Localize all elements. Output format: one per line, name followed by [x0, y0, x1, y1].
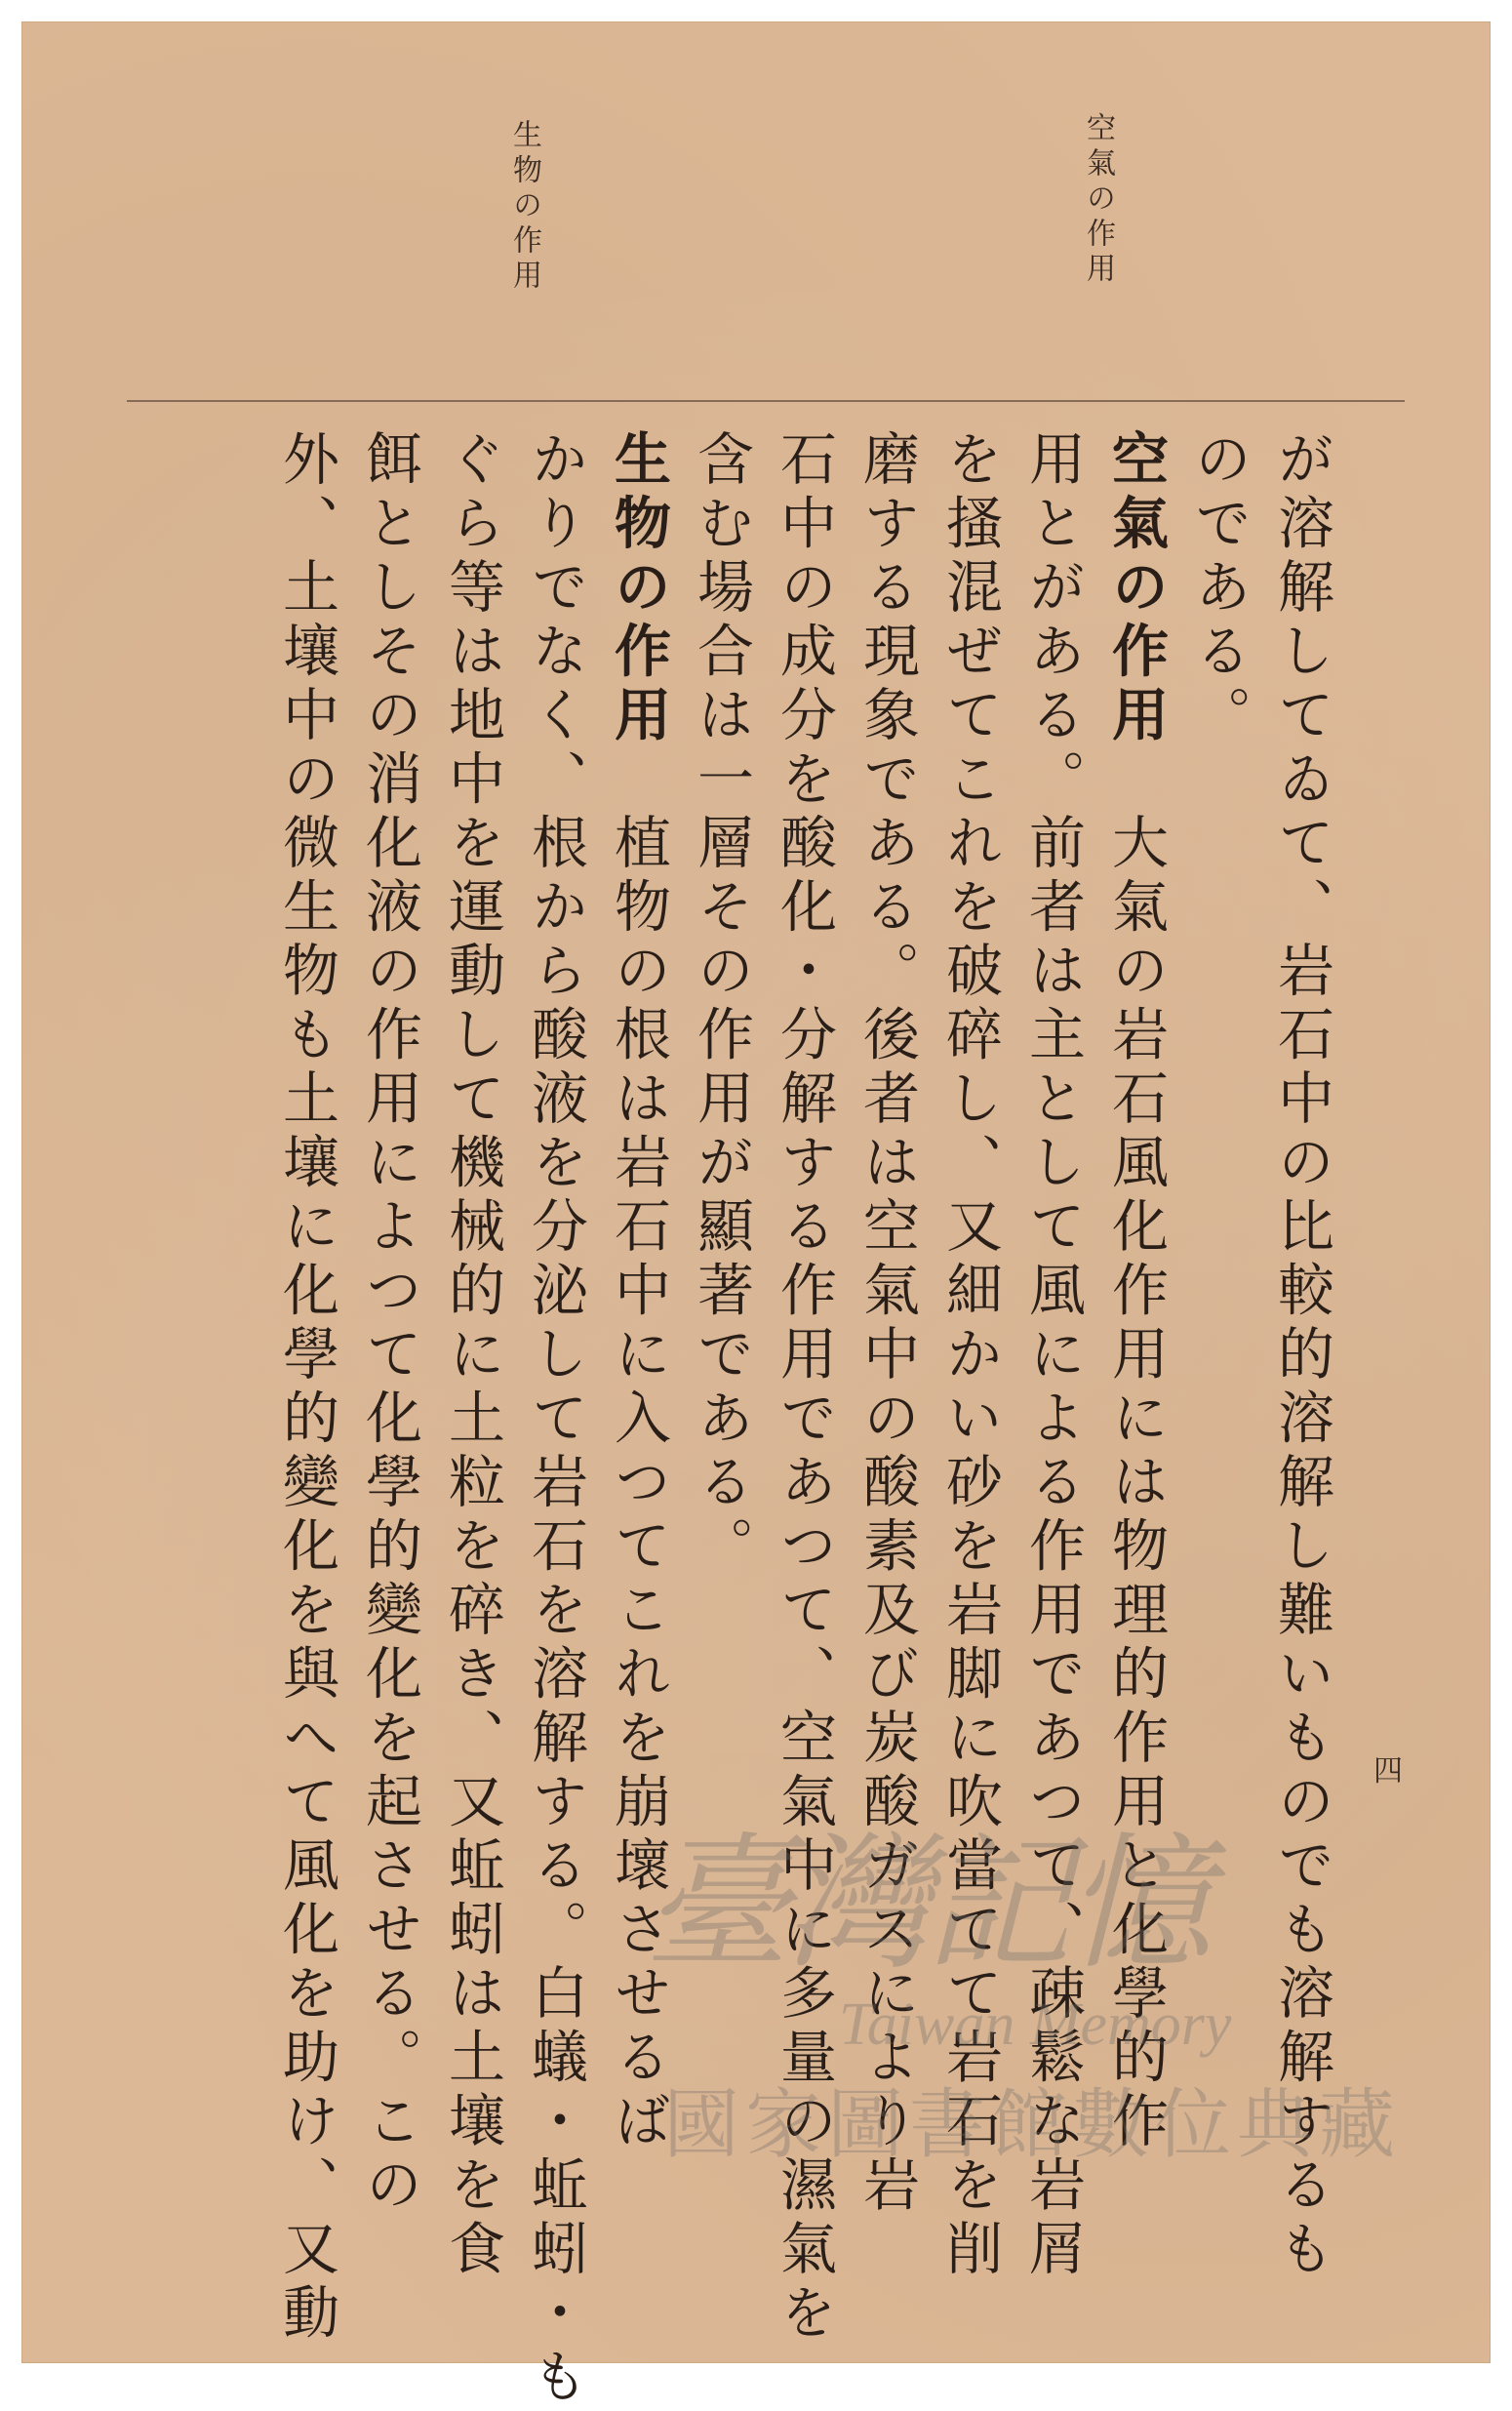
text-column-8: 含む場合は一層その作用が顯著である。: [688, 429, 754, 1580]
text-column-2: のである。: [1185, 429, 1252, 749]
text-column-7: 石中の成分を酸化・分解する作用であつて、空氣中に多量の濕氣を: [771, 429, 837, 2347]
text-column-10: かりでなく、根から酸液を分泌して岩石を溶解する。白蟻・蚯蚓・も: [522, 429, 588, 2411]
text-column-1: が溶解してゐて、岩石中の比較的溶解し難いものでも溶解するも: [1268, 429, 1334, 2283]
text-column-13: 外、土壤中の微生物も土壤に化學的變化を與へて風化を助け、又動: [273, 429, 339, 2347]
text-column-3: 空氣の作用 大氣の岩石風化作用には物理的作用と化學的作: [1102, 429, 1169, 2155]
watermark-logo: 臺灣記憶: [644, 1820, 1207, 1989]
text-column-6: 磨する現象である。後者は空氣中の酸素及び炭酸ガスにより岩: [854, 429, 920, 2219]
page-number: 四: [1373, 1754, 1403, 1788]
watermark-latin: Taiwan Memory: [839, 1991, 1232, 2058]
header-rule: [127, 400, 1405, 402]
section-heading-biology: 生物の作用: [605, 429, 671, 749]
watermark-institution: 國家圖書館數位典藏: [663, 2081, 1402, 2169]
text-column-5: を搔混ぜてこれを破碎し、又細かい砂を岩脚に吹當てて岩石を削: [936, 429, 1003, 2283]
margin-note-biology: 生物の作用: [507, 119, 541, 295]
text-column-12: 餌としその消化液の作用によつて化學的變化を起させる。この: [356, 429, 422, 2219]
margin-note-air: 空氣の作用: [1081, 112, 1115, 288]
section-heading-air: 空氣の作用: [1102, 429, 1169, 749]
text-column-4: 用とがある。前者は主として風による作用であつて、疎鬆な岩屑: [1019, 429, 1086, 2283]
text-column-11: ぐら等は地中を運動して機械的に土粒を碎き、又蚯蚓は土壤を食: [439, 429, 505, 2283]
text-column-9: 生物の作用 植物の根は岩石中に入つてこれを崩壞させるば: [605, 429, 671, 2155]
